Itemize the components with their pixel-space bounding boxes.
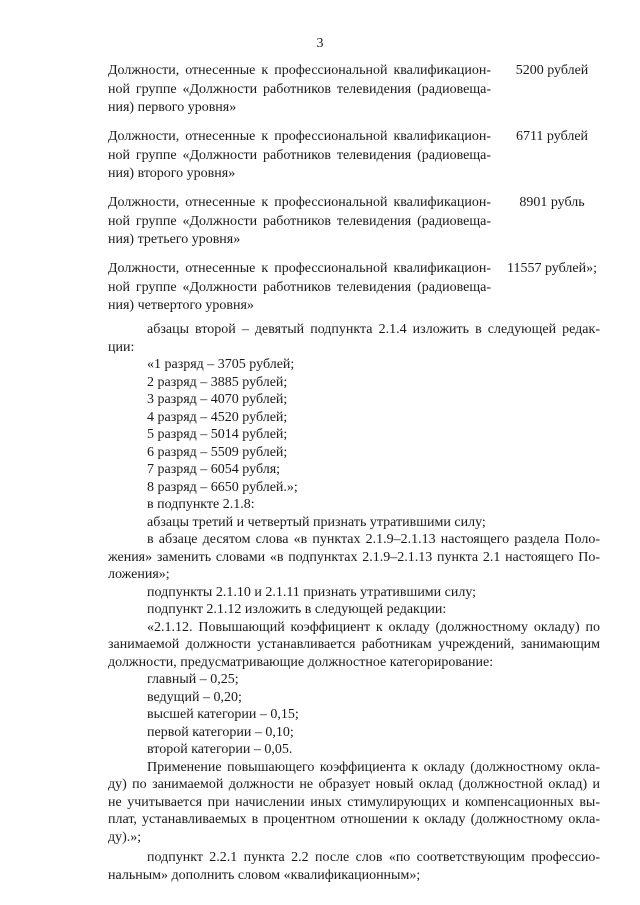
table-row (108, 194, 608, 260)
row-salary: 5200 рублей (515, 63, 589, 78)
paragraph-repeal-subpoints: подпункты 2.1.10 и 2.1.11 признать утратившими силу; (147, 584, 477, 600)
table-row (108, 128, 608, 194)
list-item: 8 разряд – 6650 рублей.»; (147, 479, 298, 495)
paragraph-221 (108, 849, 600, 884)
paragraph-amend-214 (108, 321, 600, 356)
table-row (108, 260, 608, 326)
salary-table (108, 62, 608, 326)
list-item: высшей категории – 0,15; (147, 707, 299, 722)
desc-line: ния) четвертого уровня» (108, 298, 254, 313)
desc-line: ния) первого уровня» (108, 100, 237, 115)
list-item: 6 разряд – 5509 рублей; (147, 444, 288, 460)
list-item: 4 разряд – 4520 рублей; (147, 409, 288, 425)
list-item: 3 разряд – 4070 рублей; (147, 392, 288, 407)
subpoint-218: в подпункте 2.1.8: (147, 497, 255, 512)
list-item: «1 разряд – 3705 рублей; (147, 357, 295, 372)
row-description (108, 62, 491, 118)
table-row (108, 62, 608, 128)
paragraph-2112 (108, 619, 600, 672)
text-line: не учитывается при начислении иных стимулирующих и компенсационных вы- (108, 794, 600, 810)
paragraph-repeal-34: абзацы третий и четвертый признать утратившими силу; (147, 514, 486, 530)
desc-line: ной группе «Должности работников телевидения (радиовеща- (108, 81, 491, 97)
text-line: в абзаце десятом слова «в пунктах 2.1.9–2.1.13 настоящего раздела Поло- (147, 532, 600, 547)
list-item: 5 разряд – 5014 рублей; (147, 427, 288, 442)
text-line: ду).»; (108, 829, 142, 845)
text-line: должности, предусматривающие должностное категорирование: (108, 654, 494, 670)
list-item: 7 разряд – 6054 рубля; (147, 462, 281, 477)
desc-line: ния) второго уровня» (108, 166, 236, 181)
row-salary: 6711 рублей (515, 129, 589, 144)
row-salary: 8901 рубль (519, 195, 585, 210)
desc-line: ной группе «Должности работников телевидения (радиовеща- (108, 279, 491, 295)
text-line: подпункт 2.2.1 пункта 2.2 после слов «по соответствующим профессио- (147, 850, 600, 865)
page-number: 3 (316, 36, 324, 51)
list-item: ведущий – 0,20; (147, 689, 242, 705)
row-description (108, 194, 491, 250)
list-item: второй категории – 0,05. (147, 742, 293, 757)
desc-line: ной группе «Должности работников телевидения (радиовеща- (108, 213, 491, 229)
row-salary: 11557 рублей»; (507, 261, 597, 276)
paragraph-2112-intro: подпункт 2.1.12 изложить в следующей редакции: (147, 602, 447, 617)
grade-list (108, 356, 600, 496)
row-description (108, 260, 491, 316)
category-list (108, 671, 600, 759)
text-line: плат, устанавливаемых в процентном отношении к окладу (должностному окла- (108, 812, 600, 827)
text-line: ции: (108, 339, 135, 355)
text-line: нальным» дополнить словом «квалификационным»; (108, 867, 421, 883)
desc-line: Должности, отнесенные к профессиональной квалификацион- (108, 261, 491, 276)
list-item: первой категории – 0,10; (147, 724, 294, 740)
text-line: абзацы второй – девятый подпункта 2.1.4 изложить в следующей редак- (147, 322, 600, 337)
desc-line: ной группе «Должности работников телевидения (радиовеща- (108, 147, 491, 163)
text-line: «2.1.12. Повышающий коэффициент к окладу (должностному окладу) по (147, 619, 600, 635)
text-line: Применение повышающего коэффициента к окладу (должностному окла- (147, 759, 600, 775)
desc-line: Должности, отнесенные к профессиональной квалификацион- (108, 129, 491, 144)
paragraph-tenth (108, 531, 600, 584)
list-item: главный – 0,25; (147, 672, 239, 687)
text-line: жения» заменить словами «в подпунктах 2.1.9–2.1.13 пункта 2.1 настоящего По- (108, 549, 600, 565)
row-description (108, 128, 491, 184)
desc-line: ния) третьего уровня» (108, 232, 241, 247)
text-line: ложения»; (108, 567, 170, 582)
desc-line: Должности, отнесенные к профессиональной квалификацион- (108, 63, 491, 78)
list-item: 2 разряд – 3885 рублей; (147, 374, 288, 390)
text-line: ду) по занимаемой должности не образует новый оклад (должностной оклад) и (108, 777, 600, 792)
paragraph-application (108, 759, 600, 847)
document-body (108, 321, 600, 884)
desc-line: Должности, отнесенные к профессиональной квалификацион- (108, 195, 491, 210)
text-line: занимаемой должности устанавливается работникам учреждений, занимающим (108, 637, 600, 652)
